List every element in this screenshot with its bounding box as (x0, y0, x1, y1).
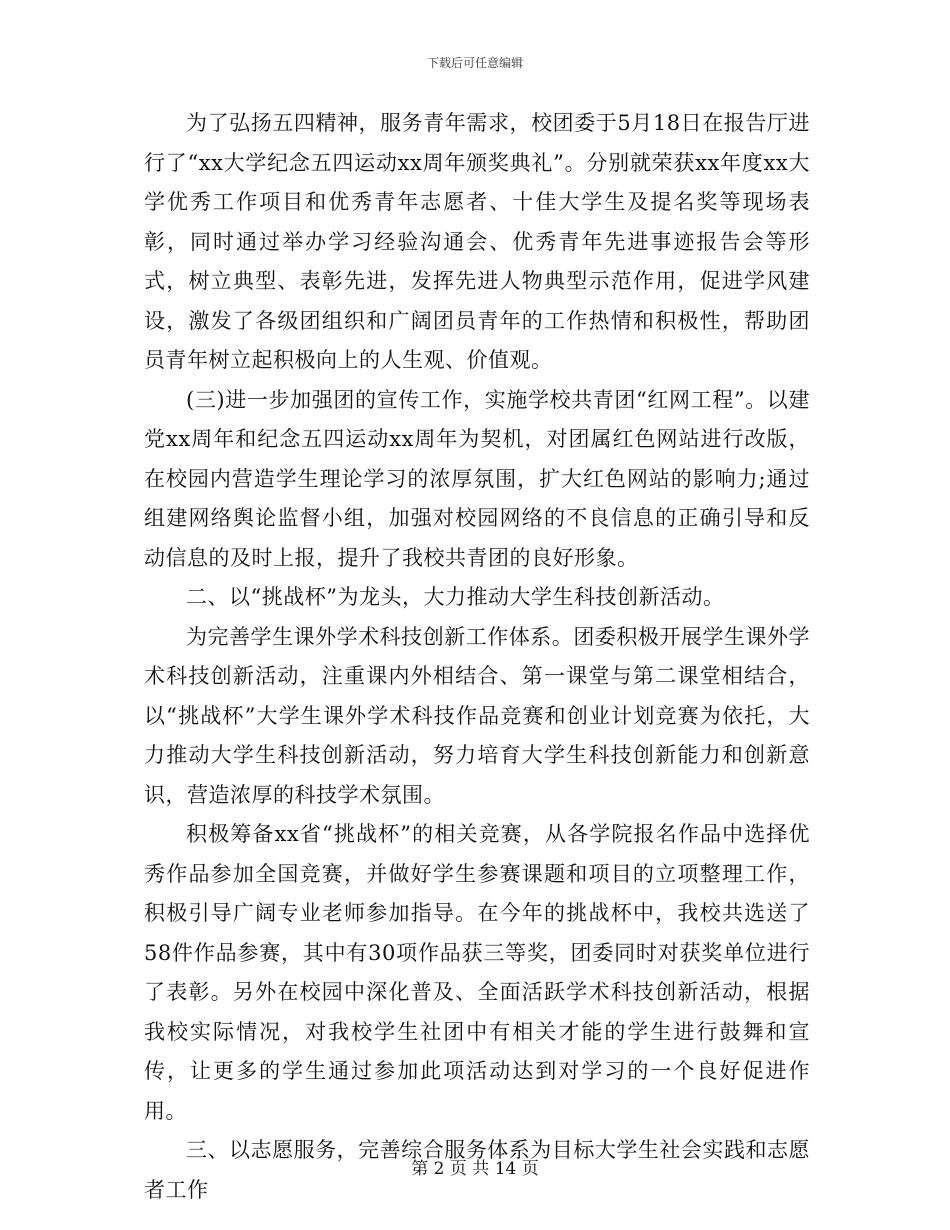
paragraph-publicity-work: (三)进一步加强团的宣传工作，实施学校共青团“红网工程”。以建党xx周年和纪念五四运动xx周年为契机，对团属红色网站进行改版，在校园内营造学生理论学习的浓厚氛围，扩大红色网站的影响力;通过组建网络舆论监督小组，加强对校园网络的不良信息的正确引导和反动信息的及时上报，提升了我校共青团的良好形象。 (144, 387, 810, 570)
paragraph-award-ceremony: 为了弘扬五四精神，服务青年需求，校团委于5月18日在报告厅进行了“xx大学纪念五四运动xx周年颁奖典礼”。分别就荣获xx年度xx大学优秀工作项目和优秀青年志愿者、十佳大学生及提名奖等现场表彰，同时通过举办学习经验沟通会、优秀青年先进事迹报告会等形式，树立典型、表彰先进，发挥先进人物典型示范作用，促进学风建设，激发了各级团组织和广阔团员青年的工作热情和积极性，帮助团员青年树立起积极向上的人生观、价值观。 (144, 111, 810, 372)
paragraph-innovation-system: 为完善学生课外学术科技创新工作体系。团委积极开展学生课外学术科技创新活动，注重课内外相结合、第一课堂与第二课堂相结合，以“挑战杯”大学生课外学术科技作品竞赛和创业计划竞赛为依托，大力推动大学生科技创新活动，努力培育大学生科技创新能力和创新意识，营造浓厚的科技学术氛围。 (144, 624, 810, 807)
page-number-footer: 第 2 页 共 14 页 (411, 1159, 539, 1179)
header-note: 下载后可任意编辑 (426, 56, 523, 70)
section-heading-volunteer: 三、以志愿服务，完善综合服务体系为目标大学生社会实践和志愿者工作 (144, 1138, 810, 1202)
section-heading-challenge-cup: 二、以“挑战杯”为龙头，大力推动大学生科技创新活动。 (186, 585, 725, 609)
document-body (144, 104, 810, 1210)
paragraph-competition-prep: 积极筹备xx省“挑战杯”的相关竞赛，从各学院报名作品中选择优秀作品参加全国竞赛，并做好学生参赛课题和项目的立项整理工作，积极引导广阔专业老师参加指导。在今年的挑战杯中，我校共选送了58件作品参赛，其中有30项作品获三等奖，团委同时对获奖单位进行了表彰。另外在校园中深化普及、全面活跃学术科技创新活动，根据我校实际情况，对我校学生社团中有相关才能的学生进行鼓舞和宣传，让更多的学生通过参加此项活动达到对学习的一个良好促进作用。 (144, 822, 810, 1123)
